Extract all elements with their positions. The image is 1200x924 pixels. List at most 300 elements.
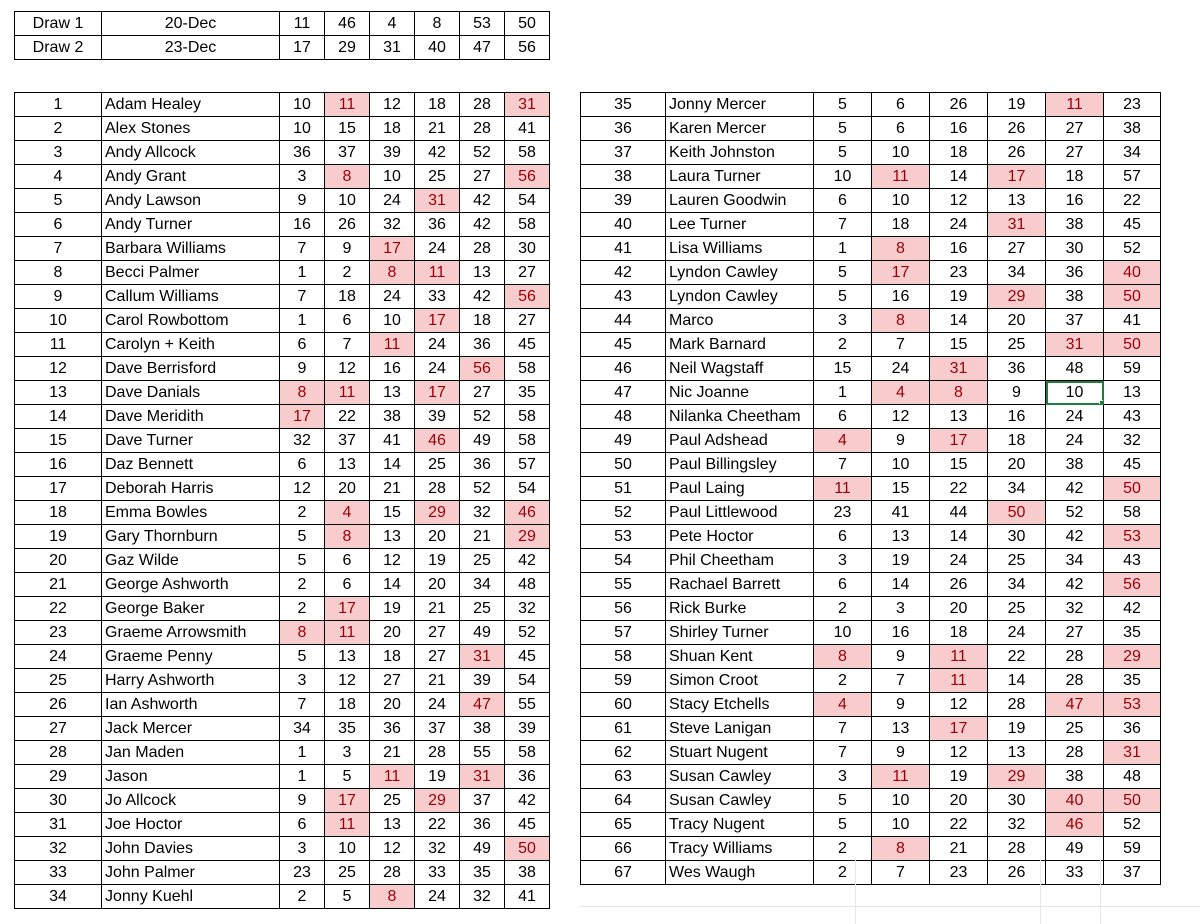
pick-number-cell[interactable]: 45 xyxy=(1104,453,1161,477)
entry-number-cell[interactable]: 55 xyxy=(581,573,666,597)
entry-name-cell[interactable]: Jason xyxy=(102,765,280,789)
pick-number-cell[interactable]: 52 xyxy=(1104,237,1161,261)
pick-number-cell[interactable]: 54 xyxy=(505,477,550,501)
pick-number-cell[interactable]: 13 xyxy=(460,261,505,285)
draw-label-cell[interactable]: Draw 2 xyxy=(15,36,102,60)
draw-number-cell[interactable]: 47 xyxy=(460,36,505,60)
entry-number-cell[interactable]: 46 xyxy=(581,357,666,381)
pick-number-cell[interactable]: 28 xyxy=(370,861,415,885)
matched-number-cell[interactable]: 11 xyxy=(1046,93,1104,117)
pick-number-cell[interactable]: 28 xyxy=(460,93,505,117)
pick-number-cell[interactable]: 20 xyxy=(988,453,1046,477)
matched-number-cell[interactable]: 56 xyxy=(505,165,550,189)
pick-number-cell[interactable]: 12 xyxy=(325,357,370,381)
pick-number-cell[interactable]: 27 xyxy=(1046,117,1104,141)
matched-number-cell[interactable]: 46 xyxy=(1046,813,1104,837)
pick-number-cell[interactable]: 19 xyxy=(988,93,1046,117)
pick-number-cell[interactable]: 24 xyxy=(415,885,460,909)
pick-number-cell[interactable]: 10 xyxy=(814,165,872,189)
pick-number-cell[interactable]: 13 xyxy=(988,189,1046,213)
pick-number-cell[interactable]: 59 xyxy=(1104,837,1161,861)
pick-number-cell[interactable]: 20 xyxy=(370,621,415,645)
pick-number-cell[interactable]: 38 xyxy=(1104,117,1161,141)
matched-number-cell[interactable]: 11 xyxy=(415,261,460,285)
pick-number-cell[interactable]: 18 xyxy=(930,141,988,165)
pick-number-cell[interactable]: 28 xyxy=(1046,741,1104,765)
pick-number-cell[interactable]: 12 xyxy=(930,741,988,765)
pick-number-cell[interactable]: 21 xyxy=(460,525,505,549)
entry-name-cell[interactable]: Steve Lanigan xyxy=(666,717,814,741)
pick-number-cell[interactable]: 24 xyxy=(415,693,460,717)
pick-number-cell[interactable]: 49 xyxy=(460,429,505,453)
pick-number-cell[interactable]: 34 xyxy=(1046,549,1104,573)
pick-number-cell[interactable]: 6 xyxy=(325,573,370,597)
pick-number-cell[interactable]: 21 xyxy=(415,669,460,693)
entry-number-cell[interactable]: 64 xyxy=(581,789,666,813)
pick-number-cell[interactable]: 24 xyxy=(370,285,415,309)
pick-number-cell[interactable]: 14 xyxy=(988,669,1046,693)
pick-number-cell[interactable]: 10 xyxy=(872,189,930,213)
entry-name-cell[interactable]: Stacy Etchells xyxy=(666,693,814,717)
pick-number-cell[interactable]: 14 xyxy=(930,525,988,549)
pick-number-cell[interactable]: 28 xyxy=(415,741,460,765)
pick-number-cell[interactable]: 37 xyxy=(460,789,505,813)
pick-number-cell[interactable]: 12 xyxy=(930,693,988,717)
pick-number-cell[interactable]: 54 xyxy=(505,189,550,213)
pick-number-cell[interactable]: 54 xyxy=(505,669,550,693)
pick-number-cell[interactable]: 24 xyxy=(930,213,988,237)
pick-number-cell[interactable]: 25 xyxy=(988,333,1046,357)
entry-number-cell[interactable]: 15 xyxy=(15,429,102,453)
pick-number-cell[interactable]: 9 xyxy=(872,429,930,453)
pick-number-cell[interactable]: 23 xyxy=(930,861,988,885)
pick-number-cell[interactable]: 10 xyxy=(370,165,415,189)
matched-number-cell[interactable]: 8 xyxy=(930,381,988,405)
pick-number-cell[interactable]: 32 xyxy=(1046,597,1104,621)
pick-number-cell[interactable]: 28 xyxy=(1046,645,1104,669)
pick-number-cell[interactable]: 32 xyxy=(1104,429,1161,453)
entry-name-cell[interactable]: Graeme Penny xyxy=(102,645,280,669)
entry-name-cell[interactable]: Dave Turner xyxy=(102,429,280,453)
matched-number-cell[interactable]: 8 xyxy=(325,165,370,189)
pick-number-cell[interactable]: 20 xyxy=(930,597,988,621)
pick-number-cell[interactable]: 20 xyxy=(988,309,1046,333)
entry-name-cell[interactable]: Lyndon Cawley xyxy=(666,261,814,285)
pick-number-cell[interactable]: 39 xyxy=(370,141,415,165)
pick-number-cell[interactable]: 20 xyxy=(415,573,460,597)
pick-number-cell[interactable]: 27 xyxy=(988,237,1046,261)
pick-number-cell[interactable]: 12 xyxy=(370,837,415,861)
entry-number-cell[interactable]: 50 xyxy=(581,453,666,477)
pick-number-cell[interactable]: 10 xyxy=(872,789,930,813)
pick-number-cell[interactable]: 2 xyxy=(814,597,872,621)
entry-number-cell[interactable]: 61 xyxy=(581,717,666,741)
pick-number-cell[interactable]: 34 xyxy=(988,261,1046,285)
entry-name-cell[interactable]: Neil Wagstaff xyxy=(666,357,814,381)
pick-number-cell[interactable]: 2 xyxy=(280,573,325,597)
pick-number-cell[interactable]: 5 xyxy=(814,93,872,117)
entry-name-cell[interactable]: Wes Waugh xyxy=(666,861,814,885)
pick-number-cell[interactable]: 34 xyxy=(1104,141,1161,165)
entry-number-cell[interactable]: 54 xyxy=(581,549,666,573)
pick-number-cell[interactable]: 3 xyxy=(814,549,872,573)
pick-number-cell[interactable]: 12 xyxy=(872,405,930,429)
matched-number-cell[interactable]: 47 xyxy=(1046,693,1104,717)
entry-name-cell[interactable]: John Palmer xyxy=(102,861,280,885)
entry-name-cell[interactable]: Paul Billingsley xyxy=(666,453,814,477)
entry-number-cell[interactable]: 51 xyxy=(581,477,666,501)
entry-name-cell[interactable]: Jan Maden xyxy=(102,741,280,765)
entry-name-cell[interactable]: Susan Cawley xyxy=(666,789,814,813)
pick-number-cell[interactable]: 22 xyxy=(930,477,988,501)
entry-name-cell[interactable]: Rachael Barrett xyxy=(666,573,814,597)
pick-number-cell[interactable]: 24 xyxy=(872,357,930,381)
entry-number-cell[interactable]: 9 xyxy=(15,285,102,309)
pick-number-cell[interactable]: 25 xyxy=(988,549,1046,573)
pick-number-cell[interactable]: 32 xyxy=(988,813,1046,837)
pick-number-cell[interactable]: 12 xyxy=(370,549,415,573)
pick-number-cell[interactable]: 36 xyxy=(460,453,505,477)
pick-number-cell[interactable]: 35 xyxy=(460,861,505,885)
matched-number-cell[interactable]: 17 xyxy=(415,309,460,333)
pick-number-cell[interactable]: 13 xyxy=(370,525,415,549)
draw-label-cell[interactable]: Draw 1 xyxy=(15,12,102,36)
pick-number-cell[interactable]: 28 xyxy=(988,837,1046,861)
matched-number-cell[interactable]: 53 xyxy=(1104,693,1161,717)
pick-number-cell[interactable]: 28 xyxy=(460,117,505,141)
pick-number-cell[interactable]: 7 xyxy=(280,237,325,261)
draw-number-cell[interactable]: 8 xyxy=(415,12,460,36)
pick-number-cell[interactable]: 28 xyxy=(988,693,1046,717)
matched-number-cell[interactable]: 11 xyxy=(930,645,988,669)
entry-name-cell[interactable]: Paul Adshead xyxy=(666,429,814,453)
entry-name-cell[interactable]: Callum Williams xyxy=(102,285,280,309)
entry-name-cell[interactable]: Paul Laing xyxy=(666,477,814,501)
entry-number-cell[interactable]: 32 xyxy=(15,837,102,861)
pick-number-cell[interactable]: 26 xyxy=(325,213,370,237)
pick-number-cell[interactable]: 43 xyxy=(1104,549,1161,573)
pick-number-cell[interactable]: 27 xyxy=(460,381,505,405)
pick-number-cell[interactable]: 45 xyxy=(505,813,550,837)
matched-number-cell[interactable]: 31 xyxy=(1046,333,1104,357)
pick-number-cell[interactable]: 42 xyxy=(505,789,550,813)
matched-number-cell[interactable]: 4 xyxy=(814,693,872,717)
pick-number-cell[interactable]: 38 xyxy=(460,717,505,741)
entry-name-cell[interactable]: Lauren Goodwin xyxy=(666,189,814,213)
entry-name-cell[interactable]: Marco xyxy=(666,309,814,333)
pick-number-cell[interactable]: 16 xyxy=(280,213,325,237)
entry-name-cell[interactable]: Karen Mercer xyxy=(666,117,814,141)
pick-number-cell[interactable]: 35 xyxy=(505,381,550,405)
pick-number-cell[interactable]: 38 xyxy=(1046,453,1104,477)
pick-number-cell[interactable]: 20 xyxy=(325,477,370,501)
pick-number-cell[interactable]: 48 xyxy=(1104,765,1161,789)
pick-number-cell[interactable]: 2 xyxy=(814,861,872,885)
pick-number-cell[interactable]: 7 xyxy=(814,741,872,765)
pick-number-cell[interactable]: 22 xyxy=(1104,189,1161,213)
pick-number-cell[interactable]: 3 xyxy=(280,165,325,189)
entry-number-cell[interactable]: 11 xyxy=(15,333,102,357)
pick-number-cell[interactable]: 10 xyxy=(872,141,930,165)
pick-number-cell[interactable]: 2 xyxy=(814,333,872,357)
matched-number-cell[interactable]: 29 xyxy=(988,285,1046,309)
pick-number-cell[interactable]: 32 xyxy=(415,837,460,861)
matched-number-cell[interactable]: 29 xyxy=(988,765,1046,789)
pick-number-cell[interactable]: 27 xyxy=(1046,141,1104,165)
pick-number-cell[interactable]: 27 xyxy=(505,261,550,285)
matched-number-cell[interactable]: 56 xyxy=(505,285,550,309)
entry-number-cell[interactable]: 10 xyxy=(15,309,102,333)
pick-number-cell[interactable]: 42 xyxy=(1046,525,1104,549)
pick-number-cell[interactable]: 55 xyxy=(460,741,505,765)
pick-number-cell[interactable]: 35 xyxy=(325,717,370,741)
pick-number-cell[interactable]: 27 xyxy=(370,669,415,693)
pick-number-cell[interactable]: 5 xyxy=(814,789,872,813)
entry-name-cell[interactable]: Gary Thornburn xyxy=(102,525,280,549)
pick-number-cell[interactable]: 18 xyxy=(370,645,415,669)
draw-number-cell[interactable]: 31 xyxy=(370,36,415,60)
pick-number-cell[interactable]: 34 xyxy=(988,573,1046,597)
entry-number-cell[interactable]: 36 xyxy=(581,117,666,141)
matched-number-cell[interactable]: 31 xyxy=(988,213,1046,237)
entry-number-cell[interactable]: 5 xyxy=(15,189,102,213)
matched-number-cell[interactable]: 11 xyxy=(325,93,370,117)
draw-number-cell[interactable]: 4 xyxy=(370,12,415,36)
pick-number-cell[interactable]: 13 xyxy=(872,717,930,741)
matched-number-cell[interactable]: 31 xyxy=(415,189,460,213)
pick-number-cell[interactable]: 15 xyxy=(370,501,415,525)
draw-number-cell[interactable]: 46 xyxy=(325,12,370,36)
pick-number-cell[interactable]: 15 xyxy=(930,333,988,357)
matched-number-cell[interactable]: 17 xyxy=(280,405,325,429)
entry-name-cell[interactable]: Carol Rowbottom xyxy=(102,309,280,333)
entry-name-cell[interactable]: Nilanka Cheetham xyxy=(666,405,814,429)
pick-number-cell[interactable]: 32 xyxy=(370,213,415,237)
pick-number-cell[interactable]: 1 xyxy=(280,741,325,765)
pick-number-cell[interactable]: 52 xyxy=(1104,813,1161,837)
pick-number-cell[interactable]: 14 xyxy=(370,453,415,477)
pick-number-cell[interactable]: 2 xyxy=(280,597,325,621)
entry-number-cell[interactable]: 14 xyxy=(15,405,102,429)
pick-number-cell[interactable]: 18 xyxy=(872,213,930,237)
pick-number-cell[interactable]: 2 xyxy=(814,837,872,861)
entry-number-cell[interactable]: 23 xyxy=(15,621,102,645)
pick-number-cell[interactable]: 10 xyxy=(872,813,930,837)
pick-number-cell[interactable]: 34 xyxy=(460,573,505,597)
pick-number-cell[interactable]: 6 xyxy=(814,573,872,597)
pick-number-cell[interactable]: 6 xyxy=(814,405,872,429)
pick-number-cell[interactable]: 9 xyxy=(988,381,1046,405)
draw-number-cell[interactable]: 40 xyxy=(415,36,460,60)
pick-number-cell[interactable]: 5 xyxy=(814,813,872,837)
entry-number-cell[interactable]: 35 xyxy=(581,93,666,117)
pick-number-cell[interactable]: 41 xyxy=(370,429,415,453)
pick-number-cell[interactable]: 39 xyxy=(415,405,460,429)
pick-number-cell[interactable]: 18 xyxy=(1046,165,1104,189)
entry-number-cell[interactable]: 59 xyxy=(581,669,666,693)
matched-number-cell[interactable]: 11 xyxy=(325,621,370,645)
entry-name-cell[interactable]: Andy Allcock xyxy=(102,141,280,165)
pick-number-cell[interactable]: 12 xyxy=(280,477,325,501)
pick-number-cell[interactable]: 21 xyxy=(415,597,460,621)
entry-number-cell[interactable]: 7 xyxy=(15,237,102,261)
matched-number-cell[interactable]: 4 xyxy=(325,501,370,525)
pick-number-cell[interactable]: 18 xyxy=(370,117,415,141)
entry-number-cell[interactable]: 41 xyxy=(581,237,666,261)
pick-number-cell[interactable]: 34 xyxy=(988,477,1046,501)
matched-number-cell[interactable]: 4 xyxy=(872,381,930,405)
pick-number-cell[interactable]: 14 xyxy=(930,165,988,189)
matched-number-cell[interactable]: 8 xyxy=(325,525,370,549)
entry-number-cell[interactable]: 21 xyxy=(15,573,102,597)
entry-name-cell[interactable]: John Davies xyxy=(102,837,280,861)
matched-number-cell[interactable]: 50 xyxy=(1104,333,1161,357)
pick-number-cell[interactable]: 6 xyxy=(872,117,930,141)
entry-number-cell[interactable]: 13 xyxy=(15,381,102,405)
pick-number-cell[interactable]: 45 xyxy=(505,645,550,669)
pick-number-cell[interactable]: 24 xyxy=(1046,429,1104,453)
entry-name-cell[interactable]: George Baker xyxy=(102,597,280,621)
pick-number-cell[interactable]: 28 xyxy=(415,477,460,501)
entry-name-cell[interactable]: Simon Croot xyxy=(666,669,814,693)
entry-name-cell[interactable]: Carolyn + Keith xyxy=(102,333,280,357)
pick-number-cell[interactable]: 59 xyxy=(1104,357,1161,381)
pick-number-cell[interactable]: 44 xyxy=(930,501,988,525)
entry-number-cell[interactable]: 25 xyxy=(15,669,102,693)
entry-number-cell[interactable]: 2 xyxy=(15,117,102,141)
pick-number-cell[interactable]: 49 xyxy=(1046,837,1104,861)
pick-number-cell[interactable]: 3 xyxy=(872,597,930,621)
pick-number-cell[interactable]: 20 xyxy=(930,789,988,813)
pick-number-cell[interactable]: 16 xyxy=(930,237,988,261)
entry-name-cell[interactable]: Dave Meridith xyxy=(102,405,280,429)
pick-number-cell[interactable]: 1 xyxy=(280,309,325,333)
pick-number-cell[interactable]: 52 xyxy=(1046,501,1104,525)
entry-name-cell[interactable]: Barbara Williams xyxy=(102,237,280,261)
pick-number-cell[interactable]: 10 xyxy=(325,837,370,861)
pick-number-cell[interactable]: 19 xyxy=(872,549,930,573)
pick-number-cell[interactable]: 12 xyxy=(930,189,988,213)
pick-number-cell[interactable]: 45 xyxy=(505,333,550,357)
matched-number-cell[interactable]: 31 xyxy=(505,93,550,117)
entry-name-cell[interactable]: Mark Barnard xyxy=(666,333,814,357)
pick-number-cell[interactable]: 38 xyxy=(1046,213,1104,237)
pick-number-cell[interactable]: 10 xyxy=(280,117,325,141)
pick-number-cell[interactable]: 58 xyxy=(505,141,550,165)
pick-number-cell[interactable]: 13 xyxy=(988,741,1046,765)
entry-name-cell[interactable]: Jonny Mercer xyxy=(666,93,814,117)
pick-number-cell[interactable]: 1 xyxy=(280,765,325,789)
pick-number-cell[interactable]: 41 xyxy=(1104,309,1161,333)
entry-number-cell[interactable]: 62 xyxy=(581,741,666,765)
pick-number-cell[interactable]: 5 xyxy=(814,285,872,309)
pick-number-cell[interactable]: 37 xyxy=(1104,861,1161,885)
pick-number-cell[interactable]: 19 xyxy=(930,285,988,309)
entry-number-cell[interactable]: 63 xyxy=(581,765,666,789)
pick-number-cell[interactable]: 28 xyxy=(1046,669,1104,693)
pick-number-cell[interactable]: 26 xyxy=(930,93,988,117)
pick-number-cell[interactable]: 42 xyxy=(460,189,505,213)
pick-number-cell[interactable]: 34 xyxy=(280,717,325,741)
entry-number-cell[interactable]: 27 xyxy=(15,717,102,741)
pick-number-cell[interactable]: 7 xyxy=(814,717,872,741)
pick-number-cell[interactable]: 18 xyxy=(325,693,370,717)
matched-number-cell[interactable]: 11 xyxy=(325,813,370,837)
entry-number-cell[interactable]: 52 xyxy=(581,501,666,525)
pick-number-cell[interactable]: 33 xyxy=(415,861,460,885)
entry-name-cell[interactable]: Tracy Williams xyxy=(666,837,814,861)
matched-number-cell[interactable]: 17 xyxy=(988,165,1046,189)
pick-number-cell[interactable]: 6 xyxy=(280,453,325,477)
pick-number-cell[interactable]: 19 xyxy=(370,597,415,621)
pick-number-cell[interactable]: 12 xyxy=(325,669,370,693)
entry-number-cell[interactable]: 34 xyxy=(15,885,102,909)
pick-number-cell[interactable]: 33 xyxy=(415,285,460,309)
entry-name-cell[interactable]: Emma Bowles xyxy=(102,501,280,525)
pick-number-cell[interactable]: 42 xyxy=(460,213,505,237)
pick-number-cell[interactable]: 1 xyxy=(280,261,325,285)
entry-name-cell[interactable]: Paul Littlewood xyxy=(666,501,814,525)
matched-number-cell[interactable]: 31 xyxy=(460,645,505,669)
pick-number-cell[interactable]: 6 xyxy=(872,93,930,117)
pick-number-cell[interactable]: 32 xyxy=(460,501,505,525)
pick-number-cell[interactable]: 25 xyxy=(415,165,460,189)
pick-number-cell[interactable]: 18 xyxy=(415,93,460,117)
pick-number-cell[interactable]: 48 xyxy=(505,573,550,597)
entry-name-cell[interactable]: Shirley Turner xyxy=(666,621,814,645)
matched-number-cell[interactable]: 29 xyxy=(415,789,460,813)
pick-number-cell[interactable]: 14 xyxy=(930,309,988,333)
pick-number-cell[interactable]: 42 xyxy=(1104,597,1161,621)
matched-number-cell[interactable]: 29 xyxy=(505,525,550,549)
entry-name-cell[interactable]: Nic Joanne xyxy=(666,381,814,405)
pick-number-cell[interactable]: 21 xyxy=(370,477,415,501)
pick-number-cell[interactable]: 10 xyxy=(280,93,325,117)
matched-number-cell[interactable]: 50 xyxy=(1104,285,1161,309)
entry-number-cell[interactable]: 12 xyxy=(15,357,102,381)
pick-number-cell[interactable]: 3 xyxy=(280,669,325,693)
entry-number-cell[interactable]: 16 xyxy=(15,453,102,477)
matched-number-cell[interactable]: 17 xyxy=(930,717,988,741)
pick-number-cell[interactable]: 15 xyxy=(325,117,370,141)
pick-number-cell[interactable]: 2 xyxy=(280,885,325,909)
pick-number-cell[interactable]: 36 xyxy=(1104,717,1161,741)
pick-number-cell[interactable]: 14 xyxy=(872,573,930,597)
pick-number-cell[interactable]: 41 xyxy=(505,117,550,141)
pick-number-cell[interactable]: 24 xyxy=(930,549,988,573)
pick-number-cell[interactable]: 42 xyxy=(1046,573,1104,597)
pick-number-cell[interactable]: 15 xyxy=(930,453,988,477)
entry-name-cell[interactable]: Lyndon Cawley xyxy=(666,285,814,309)
pick-number-cell[interactable]: 22 xyxy=(988,645,1046,669)
entry-name-cell[interactable]: Harry Ashworth xyxy=(102,669,280,693)
entry-name-cell[interactable]: Ian Ashworth xyxy=(102,693,280,717)
matched-number-cell[interactable]: 11 xyxy=(872,165,930,189)
pick-number-cell[interactable]: 15 xyxy=(814,357,872,381)
pick-number-cell[interactable]: 37 xyxy=(325,429,370,453)
pick-number-cell[interactable]: 55 xyxy=(505,693,550,717)
pick-number-cell[interactable]: 7 xyxy=(814,453,872,477)
pick-number-cell[interactable]: 27 xyxy=(415,621,460,645)
draw-number-cell[interactable]: 17 xyxy=(280,36,325,60)
entry-number-cell[interactable]: 39 xyxy=(581,189,666,213)
entry-name-cell[interactable]: Dave Berrisford xyxy=(102,357,280,381)
pick-number-cell[interactable]: 57 xyxy=(505,453,550,477)
pick-number-cell[interactable]: 30 xyxy=(988,789,1046,813)
pick-number-cell[interactable]: 23 xyxy=(1104,93,1161,117)
pick-number-cell[interactable]: 18 xyxy=(325,285,370,309)
pick-number-cell[interactable]: 36 xyxy=(505,765,550,789)
